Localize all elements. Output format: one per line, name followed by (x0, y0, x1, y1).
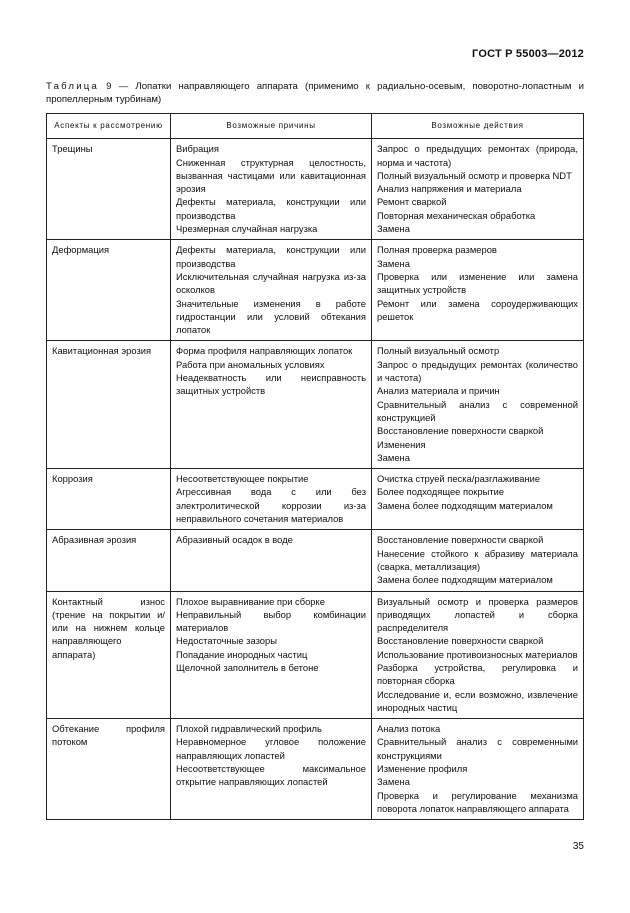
actions-cell (372, 341, 584, 469)
action-item: Замена (377, 257, 410, 269)
inspection-table (46, 113, 584, 820)
table-row (47, 719, 584, 820)
cause-item: Вибрация (176, 143, 219, 155)
action-item: Визуальный осмотр и проверка размеров приводящих лопастей и сборка распределителя (377, 595, 578, 634)
actions-cell (372, 530, 584, 591)
action-item: Замена (377, 776, 410, 788)
action-item: Анализ материала и причин (377, 385, 500, 397)
actions-cell (372, 719, 584, 820)
table-row (47, 591, 584, 719)
cause-item: Плохое выравнивание при сборке (176, 595, 325, 607)
aspect-cell: Коррозия (47, 469, 171, 530)
cause-item: Исключительная случайная нагрузка из-за осколков (176, 270, 366, 296)
header-causes: Возможные причины (171, 114, 372, 139)
action-item: Полная проверка размеров (377, 244, 497, 256)
aspect-cell: Трещины (47, 139, 171, 240)
causes-cell (171, 530, 372, 591)
table-header-row (47, 114, 584, 139)
action-item: Замена более подходящим материалом (377, 499, 553, 511)
cause-item: Плохой гидравлический профиль (176, 723, 322, 735)
caption-label: Таблица (46, 81, 100, 92)
cause-item: Дефекты материала, конструкции или производства (176, 196, 366, 221)
cause-item: Форма профиля направляющих лопаток (176, 345, 353, 357)
page-number: 35 (572, 841, 584, 852)
caption-text: — Лопатки направляющего аппарата (применимо к радиально-осевым, поворотно-лопастным и пропеллерным турбинам) (46, 81, 584, 105)
action-item: Очистка струей песка/разглаживание (377, 473, 541, 485)
cause-item: Дефекты материала, конструкции или производства (176, 244, 366, 269)
actions-cell (372, 591, 584, 719)
action-item: Сравнительный анализ с современной конструкцией (377, 398, 578, 423)
cause-item: Значительные изменения в работе гидростанции или условий обтекания лопаток (176, 297, 366, 336)
causes-cell (171, 139, 372, 240)
cause-item: Попадание инородных частиц (176, 648, 308, 660)
caption-number: 9 (106, 81, 112, 92)
action-item: Полный визуальный осмотр (377, 345, 500, 357)
action-item: Использование противоизносных материалов (377, 648, 578, 660)
action-item: Проверка и регулирование механизма поворота лопаток направляющего аппарата (377, 789, 578, 814)
action-item: Замена (377, 223, 410, 235)
action-item: Более подходящее покрытие (377, 486, 505, 498)
action-item: Анализ напряжения и материала (377, 183, 522, 195)
action-item: Восстановление поверхности сваркой (377, 534, 544, 546)
table-body (47, 139, 584, 820)
cause-item: Сниженная структурная целостность, вызванная частицами или кавитационная эрозия (176, 156, 366, 195)
action-item: Ремонт или замена сороудерживающих решеток (377, 297, 578, 322)
action-item: Повторная механическая обработка (377, 209, 536, 221)
action-item: Проверка или изменение или замена защитных устройств (377, 270, 578, 296)
cause-item: Абразивный осадок в воде (176, 534, 293, 546)
action-item: Восстановление поверхности сваркой (377, 425, 544, 437)
causes-cell (171, 469, 372, 530)
action-item: Ремонт сваркой (377, 196, 447, 208)
cause-item: Щелочной заполнитель в бетоне (176, 661, 319, 673)
causes-cell (171, 591, 372, 719)
cause-item: Несоответствующее максимальное открытие направляющих лопастей (176, 763, 366, 788)
action-item: Восстановление поверхности сваркой (377, 635, 544, 647)
table-row (47, 341, 584, 469)
action-item: Замена (377, 451, 410, 463)
cause-item: Неравномерное угловое положение направляющих лопастей (176, 736, 366, 761)
cause-item: Чрезмерная случайная нагрузка (176, 223, 318, 235)
aspect-cell: Обтекание профиля потоком (47, 719, 171, 820)
aspect-cell: Кавитационная эрозия (47, 341, 171, 469)
action-item: Исследование и, если возможно, извлечение инородных частиц (377, 688, 578, 713)
table-row (47, 240, 584, 341)
actions-cell (372, 469, 584, 530)
causes-cell (171, 341, 372, 469)
document-code: ГОСТ Р 55003—2012 (472, 48, 584, 60)
table-row (47, 139, 584, 240)
action-item: Нанесение стойкого к абразиву материала (сварка, металлизация) (377, 547, 578, 572)
header-actions: Возможные действия (372, 114, 584, 139)
table-row (47, 530, 584, 591)
action-item: Полный визуальный осмотр и проверка NDT (377, 169, 572, 181)
causes-cell (171, 240, 372, 341)
header-aspects: Аспекты к рассмотрению (47, 114, 171, 139)
cause-item: Агрессивная вода с или без электролитической коррозии из-за неправильного сочетания материалов (176, 486, 366, 525)
causes-cell (171, 719, 372, 820)
cause-item: Несоответствующее покрытие (176, 473, 309, 485)
action-item: Анализ потока (377, 723, 441, 735)
action-item: Изменение профиля (377, 763, 468, 775)
aspect-cell: Абразивная эрозия (47, 530, 171, 591)
cause-item: Работа при аномальных условиях (176, 358, 325, 370)
actions-cell (372, 139, 584, 240)
table-caption (46, 80, 584, 106)
cause-item: Недостаточные зазоры (176, 635, 277, 647)
action-item: Изменения (377, 438, 426, 450)
action-item: Запрос о предыдущих ремонтах (природа, норма и частота) (377, 143, 578, 168)
action-item: Разборка устройства, регулировка и повторная сборка (377, 661, 578, 687)
actions-cell (372, 240, 584, 341)
action-item: Запрос о предыдущих ремонтах (количество и частота) (377, 358, 578, 384)
action-item: Сравнительный анализ с современными конструкциями (377, 736, 578, 761)
action-item: Замена более подходящим материалом (377, 574, 553, 586)
cause-item: Неправильный выбор комбинации материалов (176, 608, 366, 634)
aspect-cell: Деформация (47, 240, 171, 341)
aspect-cell: Контактный износ (трение на покрытии и/или на нижнем кольце направляющего аппарата) (47, 591, 171, 719)
cause-item: Неадекватность или неисправность защитных устройств (176, 372, 366, 397)
table-row (47, 469, 584, 530)
